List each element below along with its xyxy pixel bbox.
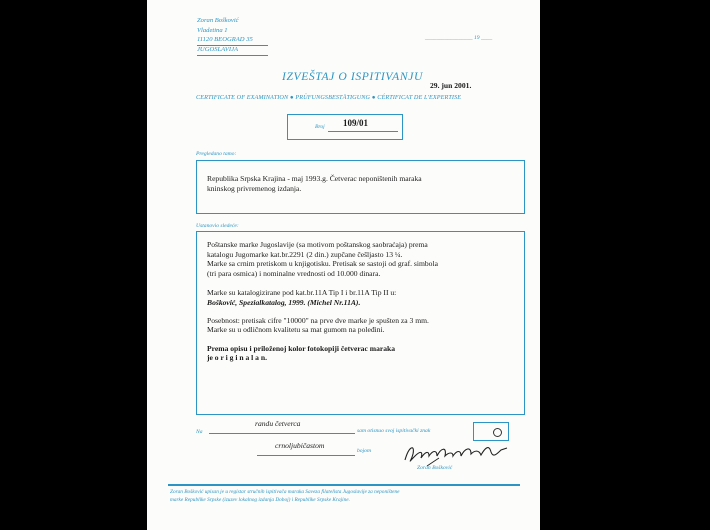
findings-text xyxy=(207,240,438,363)
footer-rule xyxy=(168,484,520,486)
certificate-document xyxy=(147,0,540,530)
footer-line: Zoran Bošković upisan je u registar stručnih ispitivača maraka Saveza filatelista Jugoslavije za neponištene xyxy=(170,489,400,495)
examined-line: Republika Srpska Krajina - maj 1993.g. Četverac neponištenih maraka xyxy=(207,174,422,183)
findings-label: Ustanovio sledeće: xyxy=(196,223,239,229)
page-title: IZVEŠTAJ O ISPITIVANJU xyxy=(282,70,423,83)
sender-underline xyxy=(197,45,268,46)
examiner-mark-box xyxy=(473,422,509,441)
handwritten-signature xyxy=(399,440,519,468)
sender-address xyxy=(197,16,253,54)
number-underline xyxy=(328,131,398,132)
na-underline xyxy=(209,433,355,434)
findings-line: katalogu Jugomarke kat.br.2291 (2 din.) zupčane češljasto 13 ¼. xyxy=(207,249,403,259)
sender-city: 11120 BEOGRAD 35 xyxy=(197,36,253,44)
examiner-mark-icon xyxy=(493,428,502,437)
examined-label: Pregledano tamo: xyxy=(196,151,237,157)
ink-label: bojom xyxy=(357,448,371,454)
verdict-line: je o r i g i n a l a n. xyxy=(207,353,267,363)
sender-country: JUGOSLAVIJA xyxy=(197,45,239,53)
findings-line: Marke sa crnim pretiskom u knjigotisku. Pretisak se sastoji od graf. simbola xyxy=(207,259,438,269)
na-value: randu četverca xyxy=(255,419,301,428)
examined-text xyxy=(207,174,422,193)
footer-line: marke Republike Srpske (izuzev lokalnog izdanja Doboj) i Republike Srpske Krajine. xyxy=(170,497,350,504)
sender-street: Vladetina 1 xyxy=(197,26,228,34)
certificate-number: 109/01 xyxy=(343,118,369,128)
signer-name: Zoran Bošković xyxy=(417,465,453,471)
findings-line: Posebnost: pretisak cifre "10000" na prve dve marke je spušten za 3 mm. xyxy=(207,315,429,325)
mark-label: sam otisnuo svoj ispitivački znak xyxy=(357,428,431,434)
examined-line: kninskog privremenog izdanja. xyxy=(207,183,302,193)
number-label: Broj xyxy=(315,124,325,130)
place-date-line: _________________ 19 ____ xyxy=(425,35,493,41)
verdict-line: Prema opisu i priloženoj kolor fotokopiji četverac maraka xyxy=(207,343,396,353)
findings-line: Poštanske marke Jugoslavije (sa motivom poštanskog saobraćaja) prema xyxy=(207,240,428,249)
findings-line: Marke su u odličnom kvalitetu sa mat gumom na poleđini. xyxy=(207,325,385,335)
certificate-subtitle: CERTIFICATE OF EXAMINATION ● PRÜFUNGSBESTÄTIGUNG ● CÉRTIFICAT DE L'EXPERTISE xyxy=(196,94,462,101)
issue-date: 29. jun 2001. xyxy=(430,81,472,90)
footer-note xyxy=(170,488,399,505)
na-label: Na xyxy=(196,429,203,435)
ink-value: crnoljubičastom xyxy=(275,441,325,450)
findings-line: Marke su katalogizirane pod kat.br.11A Tip I i br.11A Tip II u: xyxy=(207,288,397,298)
findings-line: (tri para osmica) i nominalne vrednosti od 10.000 dinara. xyxy=(207,268,381,278)
sender-underline-2 xyxy=(197,55,268,56)
catalog-reference: Bošković, Spezialkatalog, 1999. (Michel Nr.11A). xyxy=(207,297,361,307)
sender-name: Zoran Bošković xyxy=(197,17,239,24)
ink-underline xyxy=(257,455,355,456)
